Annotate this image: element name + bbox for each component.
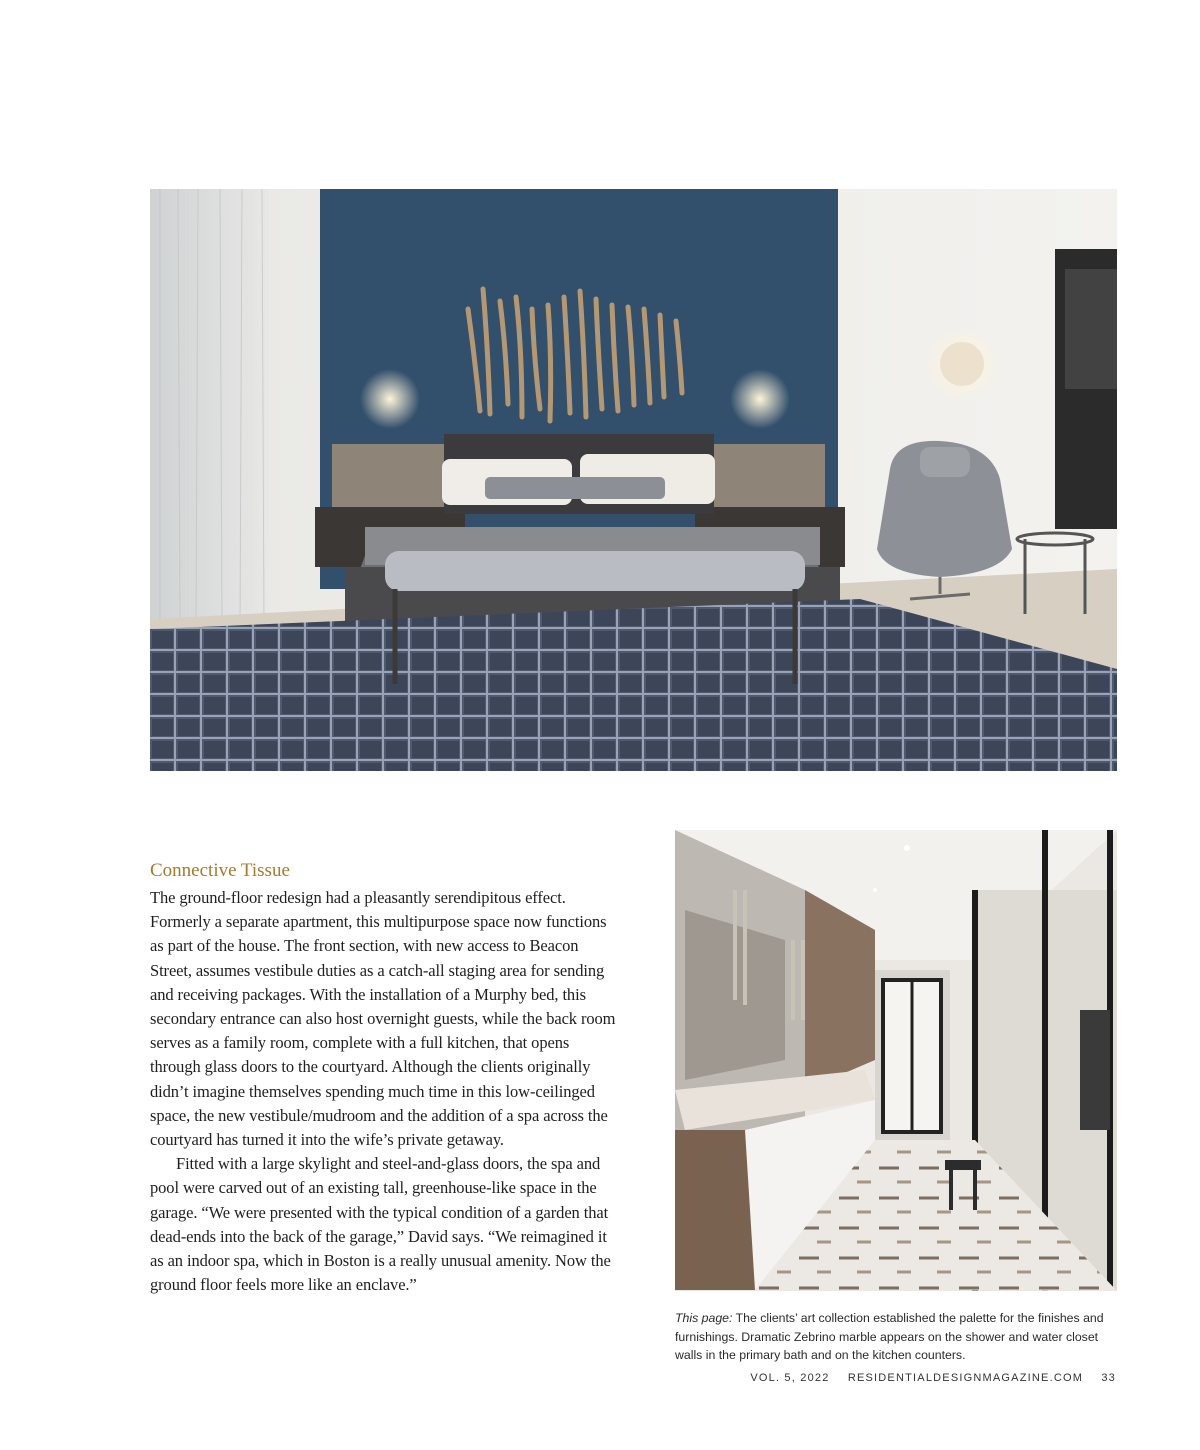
article-paragraph-2: Fitted with a large skylight and steel-and-glass doors, the spa and pool were carved out of an existing tall, greenhouse-like space in the garage. “We were presented with the typical condition of a garden that dead-ends into the back of the garage,” David says. “We reimagined it as an indoor spa, which in Boston is a really unusual amenity. Now the ground floor feels more like an enclave.” <box>150 1154 611 1295</box>
footer-volume: VOL. 5, 2022 <box>750 1372 830 1384</box>
section-heading: Connective Tissue <box>150 860 290 881</box>
page-footer <box>736 1372 1116 1384</box>
caption-lead: This page: <box>675 1311 733 1325</box>
photo-caption <box>675 1309 1120 1365</box>
page-number: 33 <box>1101 1372 1116 1384</box>
bathroom-photo <box>675 830 1117 1291</box>
bedroom-photo <box>150 189 1117 771</box>
article-body <box>150 860 620 1297</box>
bedroom-illustration <box>150 189 1117 771</box>
article-paragraph-1: The ground-floor redesign had a pleasantly serendipitous effect. Formerly a separate apartment, this multipurpose space now functions as part of the house. The front section, with new access to Beacon Street, assumes vestibule duties as a catch-all staging area for sending and receiving packages. With the installation of a Murphy bed, this secondary entrance can also host overnight guests, while the back room serves as a family room, complete with a full kitchen, that opens through glass doors to the courtyard. Although the clients originally didn’t imagine themselves spending much time in this low-ceilinged space, the new vestibule/mudroom and the addition of a spa across the courtyard has turned it into the wife’s private getaway. <box>150 888 616 1150</box>
bathroom-illustration <box>675 830 1117 1291</box>
footer-site: RESIDENTIALDESIGNMAGAZINE.COM <box>847 1372 1084 1384</box>
caption-text: The clients’ art collection established the palette for the finishes and furnishings. Dramatic Zebrino marble appears on the shower and water closet walls in the primary bath and on the kitchen counters. <box>675 1311 1104 1362</box>
